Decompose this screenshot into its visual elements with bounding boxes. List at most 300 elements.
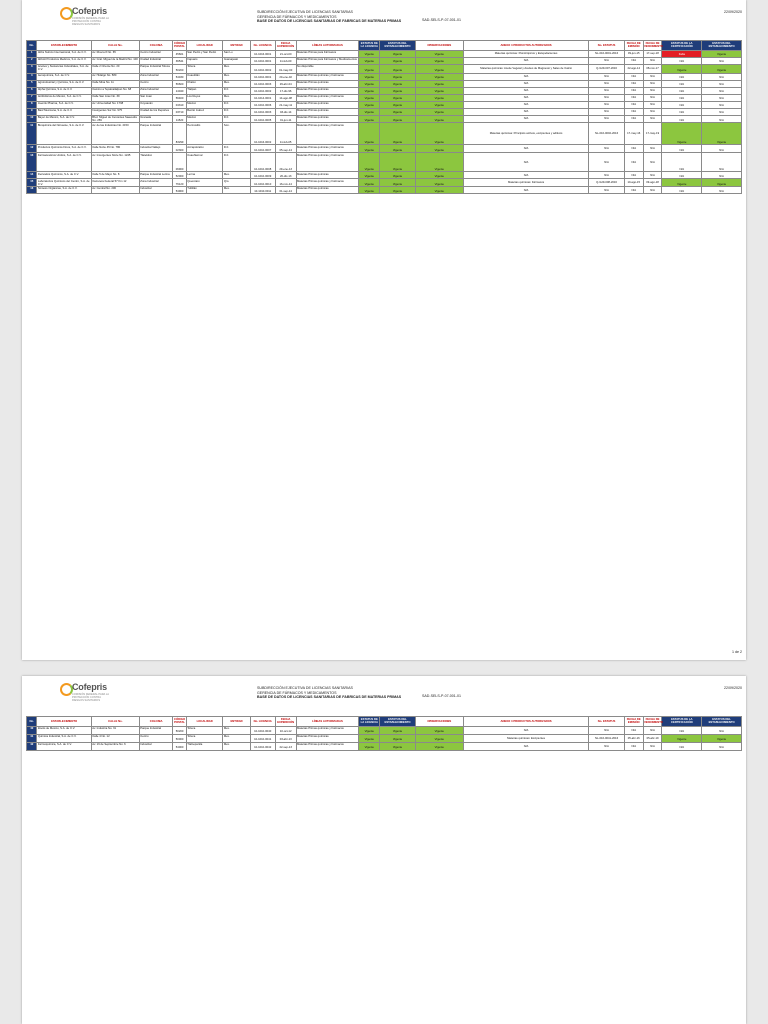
cell-anexo: Materias químicas: Aceite Vegetal y Aceites de Magnesio y Sales de Calcio — [463, 64, 588, 73]
cell-ven: N/A — [643, 87, 662, 94]
cell-est-st: Vigente — [380, 179, 416, 187]
cell-lineas: No disponible — [296, 64, 359, 73]
cell-lic-st: Vigente — [359, 179, 380, 187]
cell-cert: N/A — [662, 73, 702, 80]
cell-est: Laboratorios Químicos del Centro, S.A. de C.V. — [37, 179, 90, 186]
column-header: FECHA EXPEDICIÓN — [277, 42, 295, 49]
cell-est2: Vigente — [702, 64, 742, 73]
cell-ven: N/A — [643, 726, 662, 734]
cell-anexo: N/A — [463, 187, 588, 194]
cell-no: 14 — [27, 172, 37, 179]
cell-est: Abbott Productos Medicos, S.A. de C.V. — [37, 57, 91, 64]
document-date: 22/09/2020 — [724, 10, 742, 14]
cell-loc: Lerma — [186, 172, 223, 179]
cell-obs: Vigente — [415, 115, 463, 123]
cell-ent: D.F. — [223, 115, 250, 123]
cell-anexo: N/A — [463, 153, 588, 172]
cell-num: N/A — [589, 172, 625, 179]
cell-fecha: 01-sep-14 — [275, 187, 296, 194]
logo-text: Cofepris — [72, 682, 107, 692]
cell-est-st: Vigente — [380, 50, 416, 57]
cell-loc: Chalco — [186, 80, 223, 87]
cell-obs: Vigente — [415, 94, 463, 101]
cell-num: N/A — [589, 94, 625, 101]
cell-lic: 10-1016-0001 — [250, 50, 275, 57]
cell-loc: Hermosillo — [186, 123, 223, 145]
column-header: CÓDIGO POSTAL — [174, 42, 186, 49]
cell-col: Zona Industrial — [139, 179, 172, 187]
cell-cert: N/A — [662, 153, 702, 172]
cell-cert: N/A — [662, 57, 702, 64]
cell-lic: 10-1010-0011 — [250, 187, 275, 194]
header-title-3: BASE DE DATOS DE LICENCIAS SANITARIAS DE FABRICAS DE MATERIAS PRIMAS — [257, 695, 402, 700]
column-header: ESTATUS DEL ESTABLECIMIENTO — [702, 717, 742, 727]
cell-lineas: Materias Primas químicas — [296, 80, 359, 87]
column-header: ESTATUS DE LA CERTIFICACIÓN — [662, 41, 702, 51]
cell-ven: N/A — [643, 80, 662, 87]
cell-ent: Mex. — [223, 726, 250, 734]
cell-em: N/A — [624, 145, 643, 153]
cell-no: 10 — [27, 115, 37, 123]
cell-lic: 10-1010-0002 — [250, 87, 275, 94]
cell-ent: Son. — [223, 123, 250, 145]
cell-est: Síntesis Orgánicas, S.A. de C.V. — [37, 187, 91, 194]
cell-est2: Vigente — [702, 179, 742, 187]
cell-no: 3 — [27, 64, 37, 73]
cell-num: N/A — [589, 57, 625, 64]
page-2 — [22, 676, 746, 1024]
column-header: COLONIA — [139, 717, 172, 727]
cell-est: Zoetis de México, S.A. de C.V. — [37, 726, 91, 734]
column-header: FECHA DE EMISIÓN — [624, 717, 643, 727]
table-row — [27, 73, 742, 80]
column-header: LOCALIDAD — [186, 41, 223, 51]
cell-est-st: Vigente — [380, 153, 416, 172]
cell-lic: 10-1010-0006 — [250, 101, 275, 108]
cell-anexo: Materias químicas: Principios activos, excipientes y aditivos — [463, 123, 588, 145]
column-header: No. — [27, 717, 37, 727]
cell-ven: N/A — [643, 101, 662, 108]
cell-cert: N/A — [662, 101, 702, 108]
cell-est2: N/A — [702, 742, 742, 750]
cell-em: 22-ago-14 — [624, 64, 643, 73]
cell-lic: 10-1010-0003 — [250, 108, 275, 115]
cell-ven: 08-nov-17 — [643, 64, 662, 73]
cell-est: Derivados Químicos, S.A. de C.V. — [37, 172, 91, 179]
cell-anexo: N/A — [463, 145, 588, 153]
cell-cert: Vigente — [662, 123, 702, 145]
cell-ven: 05-abr-19 — [643, 734, 662, 742]
column-header: FECHA EXPEDICIÓN — [277, 718, 295, 725]
cell-ven: N/A — [643, 742, 662, 750]
cell-lic-st: Vigente — [359, 726, 380, 734]
cell-est-st: Vigente — [380, 172, 416, 179]
cell-ven: N/A — [643, 145, 662, 153]
cell-est-st: Vigente — [380, 734, 416, 742]
cell-est-st: Vigente — [380, 115, 416, 123]
cell-fecha: 20-ene-02 — [275, 73, 296, 80]
document-date: 22/09/2020 — [724, 686, 742, 690]
cell-calle: Av. 16 de Septiembre No. 6 — [91, 742, 139, 750]
cell-est2: N/A — [702, 108, 742, 115]
header-title-1: SUBDIRECCIÓN EJECUTIVA DE LICENCIAS SANITARIAS — [257, 10, 353, 14]
cell-anexo: N/A — [463, 115, 588, 123]
cell-lic: 10-1010-0009 — [250, 172, 275, 179]
cell-lineas: Materias Primas para Fármacos y Medicamentos — [296, 57, 359, 64]
cell-em: N/A — [624, 101, 643, 108]
cell-no: 13 — [27, 153, 37, 172]
cell-cert: Vigente — [662, 179, 702, 187]
cell-anexo: N/A — [463, 57, 588, 64]
cell-col: Parque Industrial Toluca — [139, 64, 172, 73]
cell-em: N/A — [624, 115, 643, 123]
cell-ent: D.F. — [223, 108, 250, 115]
cell-calle: Calle Norte 45 No. 780 — [91, 145, 139, 153]
cell-est2: N/A — [702, 87, 742, 94]
cell-lineas: Materias Primas químicas — [296, 187, 359, 194]
column-header: ESTATUS DEL ESTABLECIMIENTO — [702, 41, 742, 51]
column-header: ESTATUS DEL ESTABLECIMIENTO — [380, 717, 416, 727]
cell-fecha: 11-feb-00 — [275, 57, 296, 64]
cell-ent: D.F. — [223, 153, 250, 172]
cell-num: Q-G29-007-2016 — [589, 64, 625, 73]
cell-loc: Toluca — [186, 734, 223, 742]
cell-ven: 09-ago-18 — [643, 179, 662, 187]
cell-calle: Av. Rivera # No. 65 — [91, 50, 139, 57]
cell-cert: Vigente — [662, 64, 702, 73]
cell-anexo: Materias químicas: Fármacos — [463, 179, 588, 187]
cell-ent: Qro. — [223, 179, 250, 187]
cell-cert: N/A — [662, 742, 702, 750]
cell-anexo: N/A — [463, 101, 588, 108]
cell-loc: Querétaro — [186, 179, 223, 187]
cell-lineas: Materias Primas químicas y Fármacos — [296, 94, 359, 101]
cell-calle: Av. Hidalgo No. 580 — [91, 73, 139, 80]
cell-lic-st: Vigente — [359, 50, 380, 57]
cell-cert: N/A — [662, 94, 702, 101]
cell-num: N/A — [589, 73, 625, 80]
cell-col: Centro — [139, 80, 172, 87]
cell-ven: N/A — [643, 115, 662, 123]
cell-anexo: N/A — [463, 80, 588, 87]
cell-calle: Av. Insurgentes Norte No. 1245 — [91, 153, 139, 172]
cell-em: 09-jun-15 — [624, 50, 643, 57]
cell-fecha: 29-ene-13 — [275, 153, 296, 172]
cell-no: 42 — [27, 742, 37, 750]
cell-lineas: Materias Primas químicas — [296, 734, 359, 742]
cell-loc: San Pedro y San Pedro — [186, 50, 223, 57]
cell-calle: Carretera Federal 57 Km 12 — [91, 179, 139, 187]
cell-cert: Falta — [662, 50, 702, 57]
column-header: LOCALIDAD — [186, 717, 223, 727]
cell-calle: Calle San José No. 39 — [91, 94, 139, 101]
cell-lineas: Materias Primas químicas — [296, 172, 359, 179]
cell-num: N/A — [589, 101, 625, 108]
cell-ent: Mex. — [223, 734, 250, 742]
table-row — [27, 64, 742, 73]
document-header — [257, 686, 401, 700]
cell-em: N/A — [624, 73, 643, 80]
cell-anexo: N/A — [463, 742, 588, 750]
cell-anexo: N/A — [463, 108, 588, 115]
column-header: No. ESTATUS — [589, 717, 625, 727]
cell-cp: 36541 — [173, 57, 187, 64]
cofepris-logo — [60, 683, 108, 705]
cell-lic: 10-1016-0002 — [250, 123, 275, 145]
cell-ent: D.F. — [223, 145, 250, 153]
cell-fecha: 05-sep-14 — [275, 145, 296, 153]
cell-lic: 10-1010-0003 — [250, 80, 275, 87]
cell-cert: N/A — [662, 115, 702, 123]
licenses-table-page-2 — [26, 716, 742, 751]
document-code: SAD-SELS-P-07-001-01 — [422, 18, 461, 22]
cell-lic-st: Vigente — [359, 734, 380, 742]
cell-col: San Juan — [139, 94, 172, 101]
cell-lic-st: Vigente — [359, 73, 380, 80]
cell-num: NL-016-0001-2016 — [589, 50, 625, 57]
cell-ven: 17-sep-18 — [643, 50, 662, 57]
cell-lic: 10-1010-0005 — [250, 115, 275, 123]
cell-ent: Mex. — [223, 80, 250, 87]
cell-lineas: Materias Primas químicas y Fármacos — [296, 145, 359, 153]
cell-calle: Insurgentes Sur No. 975 — [91, 108, 139, 115]
cell-lic-st: Vigente — [359, 742, 380, 750]
licenses-table-page-1 — [26, 40, 742, 194]
cell-obs: Vigente — [415, 80, 463, 87]
cell-loc: Los Reyes — [186, 94, 223, 101]
cell-obs: Vigente — [415, 101, 463, 108]
cell-loc: Tlalpan — [186, 87, 223, 94]
cell-obs: Vigente — [415, 64, 463, 73]
cell-est2: N/A — [702, 101, 742, 108]
cell-ven: N/A — [643, 153, 662, 172]
table-row — [27, 734, 742, 742]
cell-calle: Av. Gral. Miguel de la Madrid No. 100 — [91, 57, 139, 64]
cell-loc: México — [186, 115, 223, 123]
cell-est2: N/A — [702, 57, 742, 64]
cell-ent: San Lu — [223, 50, 250, 57]
cell-calle: Calle 4 No. 12 — [91, 734, 139, 742]
cell-lineas: Materias Primas químicas y Fármacos — [296, 742, 359, 750]
column-header: No. — [27, 41, 37, 51]
table-header-row — [27, 717, 742, 727]
cell-est: Química Industrial, S.A. de C.V. — [37, 734, 91, 742]
cell-cp: 56400 — [173, 94, 187, 101]
cell-em: 05-abr-16 — [624, 734, 643, 742]
cell-fecha: 03-dic-14 — [275, 108, 296, 115]
header-title-3: BASE DE DATOS DE LICENCIAS SANITARIAS DE FABRICAS DE MATERIAS PRIMAS — [257, 19, 402, 24]
cell-cp: 83299 — [173, 123, 187, 145]
cell-cp: 50200 — [173, 64, 187, 73]
cell-fecha: 16-nov-14 — [275, 179, 296, 187]
cell-cert: N/A — [662, 172, 702, 179]
logo-subtitle: COMISIÓN FEDERAL PARA LA PROTECCIÓN CONTRA RIESGOS SANITARIOS — [72, 693, 109, 702]
cell-col: Zona Industrial — [139, 73, 172, 80]
cell-anexo: Materias químicas: Excipientes — [463, 734, 588, 742]
cell-ent: Mex. — [223, 94, 250, 101]
column-header: FECHA DE VENCIMIENTO — [643, 42, 663, 49]
cell-lic-st: Vigente — [359, 64, 380, 73]
cell-lic-st: Vigente — [359, 101, 380, 108]
cell-col: Industrial — [139, 742, 172, 750]
cell-anexo: N/A — [463, 172, 588, 179]
cell-loc: Toluca — [186, 64, 223, 73]
cell-est: Alpha Química, S.A. de C.V. — [37, 87, 91, 94]
cell-no: 1 — [27, 50, 37, 57]
table-row — [27, 179, 742, 187]
cell-lic-st: Vigente — [359, 115, 380, 123]
cell-fecha: 21-may-11 — [275, 101, 296, 108]
cell-col: Parque Industrial — [139, 726, 172, 734]
column-header: LÍNEAS AUTORIZADAS — [296, 41, 359, 51]
cell-num: N/A — [589, 87, 625, 94]
logo-text: Cofepris — [72, 6, 107, 16]
cell-obs: Vigente — [415, 57, 463, 64]
cell-cert: N/A — [662, 145, 702, 153]
cell-lic-st: Vigente — [359, 123, 380, 145]
cell-est-st: Vigente — [380, 726, 416, 734]
cell-est2: N/A — [702, 153, 742, 172]
cell-num: N/A — [589, 115, 625, 123]
cell-num: N/A — [589, 108, 625, 115]
cell-ven: N/A — [643, 172, 662, 179]
table-row — [27, 123, 742, 145]
cell-fecha: 20-dic-13 — [275, 172, 296, 179]
cell-ent: Mex. — [223, 172, 250, 179]
cell-calle: Av. Universidad No. 1738 — [91, 101, 139, 108]
column-header: ESTATUS DE LA LICENCIA — [360, 42, 378, 49]
cell-em: N/A — [624, 187, 643, 194]
header-title-1: SUBDIRECCIÓN EJECUTIVA DE LICENCIAS SANITARIAS — [257, 686, 353, 690]
table-row — [27, 187, 742, 194]
cell-fecha: 14-ago-08 — [275, 94, 296, 101]
cell-est: Bayer de México, S.A. de C.V. — [37, 115, 91, 123]
cell-est-st: Vigente — [380, 123, 416, 145]
cell-col: Coyoacán — [139, 101, 172, 108]
cell-em: N/A — [624, 108, 643, 115]
cell-fecha: 29-abr-04 — [275, 80, 296, 87]
column-header: ESTABLECIMIENTO — [37, 717, 91, 727]
cell-em: N/A — [624, 172, 643, 179]
column-header: ESTATUS DE LA LICENCIA — [360, 718, 378, 725]
cell-cert: N/A — [662, 187, 702, 194]
cell-est-st: Vigente — [380, 742, 416, 750]
column-header: OBSERVACIONES — [415, 717, 463, 727]
table-row — [27, 115, 742, 123]
cell-fecha: 01-jun-11 — [275, 115, 296, 123]
cell-cp: 06900 — [173, 153, 187, 172]
document-code: SAD-SELS-P-07-001-01 — [422, 694, 461, 698]
column-header: ENTIDAD — [223, 41, 250, 51]
cell-fecha: 22-sep-13 — [275, 742, 296, 750]
cell-lic-st: Vigente — [359, 172, 380, 179]
cell-est-st: Vigente — [380, 64, 416, 73]
cell-num: N/A — [589, 187, 625, 194]
column-header: No. LICENCIA — [250, 717, 275, 727]
table-row — [27, 172, 742, 179]
table-row — [27, 153, 742, 172]
cell-est2: N/A — [702, 187, 742, 194]
cell-calle: Blvd. Miguel de Cervantes Saavedra No. 259 — [91, 115, 139, 123]
column-header: LÍNEAS AUTORIZADAS — [296, 717, 359, 727]
cell-no: 12 — [27, 145, 37, 153]
cell-obs: Vigente — [415, 87, 463, 94]
cell-obs: Vigente — [415, 726, 463, 734]
cell-lic: 10-1010-0041 — [250, 734, 275, 742]
cell-cp: 11520 — [173, 115, 187, 123]
cell-num: N/A — [589, 742, 625, 750]
cell-lic: 10-1010-0042 — [250, 742, 275, 750]
cell-num: NL-016-0002-2016 — [589, 123, 625, 145]
cell-lineas: Materias Primas químicas y Fármacos — [296, 179, 359, 187]
cell-ent: Guanajuato — [223, 57, 250, 64]
cell-no: 41 — [27, 734, 37, 742]
cell-cp: 14040 — [173, 87, 187, 94]
cell-cert: N/A — [662, 87, 702, 94]
cell-anexo: N/A — [463, 87, 588, 94]
cell-loc: Tlalnepantla — [186, 742, 223, 750]
cell-no: 4 — [27, 73, 37, 80]
cell-col: Ciudad de los Deportes — [139, 108, 172, 115]
cell-est: Aventis Pharma, S.A. de C.V. — [37, 101, 91, 108]
cell-ent: Mex. — [223, 187, 250, 194]
cell-cert: N/A — [662, 108, 702, 115]
cell-fecha: 10-oct-12 — [275, 726, 296, 734]
header-title-2: GERENCIA DE FÁRMACOS Y MEDICAMENTOS — [257, 690, 337, 695]
cell-col: Parque Industrial Lerma — [139, 172, 172, 179]
cell-lic: 10-1010-0001 — [250, 73, 275, 80]
column-header: ESTATUS DEL ESTABLECIMIENTO — [380, 41, 416, 51]
cell-lineas: Materias Primas químicas y Fármacos — [296, 726, 359, 734]
document-header — [257, 10, 401, 24]
cell-est: Antibióticos de México, S.A. de C.V. — [37, 94, 91, 101]
cell-em: 10-ago-15 — [624, 179, 643, 187]
cell-no: 16 — [27, 187, 37, 194]
cell-num: Q-G29-008-2016 — [589, 179, 625, 187]
cell-cp: 02300 — [173, 145, 187, 153]
cell-cp: 54900 — [173, 187, 187, 194]
cell-est-st: Vigente — [380, 57, 416, 64]
cell-fecha: 17-dic-96 — [275, 87, 296, 94]
cell-est2: N/A — [702, 94, 742, 101]
cell-lic: 10-1010-0010 — [250, 179, 275, 187]
cell-est2: N/A — [702, 73, 742, 80]
page-1 — [22, 0, 746, 660]
cell-loc: Cuautitlán — [186, 73, 223, 80]
cell-cert: Vigente — [662, 734, 702, 742]
cell-est-st: Vigente — [380, 73, 416, 80]
cell-loc: Cuauhtémoc — [186, 153, 223, 172]
cell-cp: 50000 — [173, 734, 187, 742]
column-header: CALLE No. — [91, 41, 139, 51]
cell-cp: 04310 — [173, 101, 187, 108]
cell-lic-st: Vigente — [359, 108, 380, 115]
cell-cp: 54030 — [173, 73, 187, 80]
cell-num: N/A — [589, 80, 625, 87]
cell-lic-st: Vigente — [359, 87, 380, 94]
cell-calle: Av. Central No. 206 — [91, 187, 139, 194]
cell-cert: N/A — [662, 80, 702, 87]
cell-est-st: Vigente — [380, 187, 416, 194]
cell-obs: Vigente — [415, 742, 463, 750]
cell-em: N/A — [624, 57, 643, 64]
cell-anexo: N/A — [463, 726, 588, 734]
column-header: FECHA DE VENCIMIENTO — [643, 718, 663, 725]
table-row — [27, 742, 742, 750]
cell-est: Basf Mexicana, S.A. de C.V. — [37, 108, 91, 115]
cell-no: 40 — [27, 726, 37, 734]
column-header: ENTIDAD — [223, 717, 250, 727]
